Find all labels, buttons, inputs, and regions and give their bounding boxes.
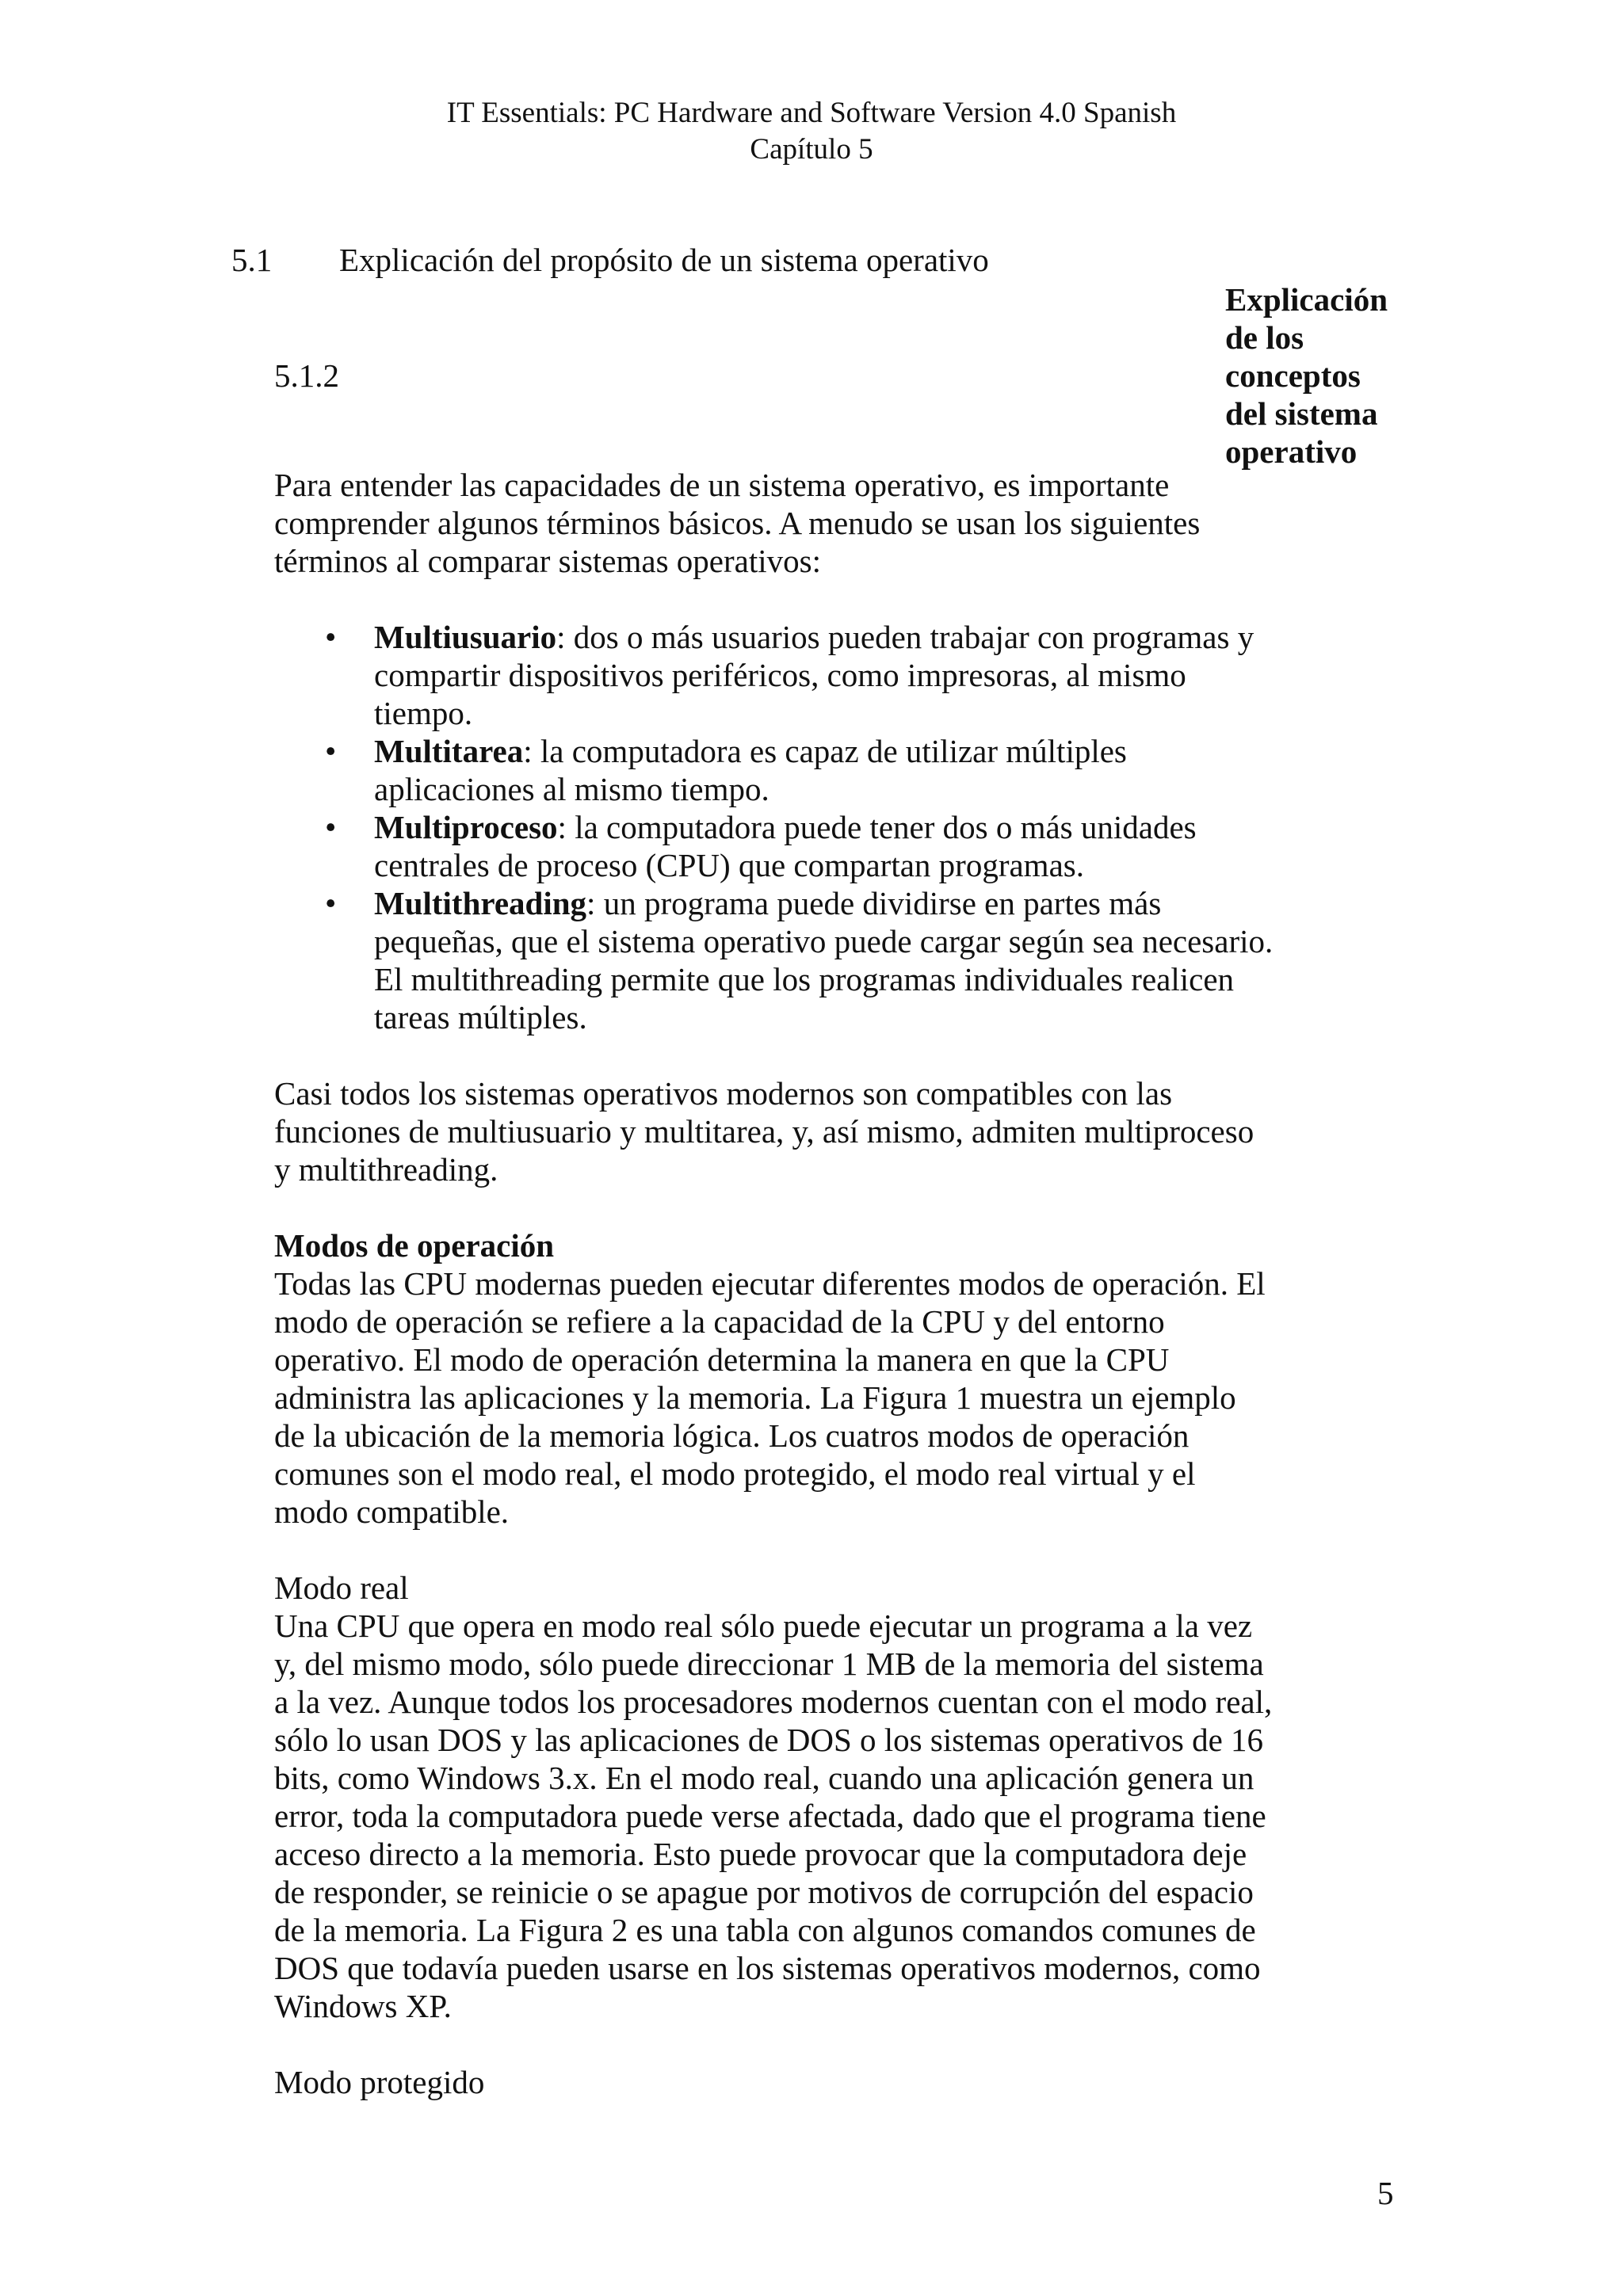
text-line: sólo lo usan DOS y las aplicaciones de DOS o los sistemas operativos de 16 <box>274 1722 1264 1758</box>
text-line: : la computadora es capaz de utilizar múltiples <box>523 733 1127 769</box>
bullet: • <box>325 809 337 845</box>
text-line: acceso directo a la memoria. Esto puede provocar que la computadora deje <box>274 1836 1247 1872</box>
text-line: Una CPU que opera en modo real sólo puede ejecutar un programa a la vez <box>274 1608 1253 1644</box>
text-line: pequeñas, que el sistema operativo puede cargar según sea necesario. <box>374 923 1274 959</box>
real-mode-section <box>274 1569 1304 2025</box>
list-item <box>274 732 1304 808</box>
side-heading-line: operativo <box>1225 433 1358 470</box>
text-line: Casi todos los sistemas operativos modernos son compatibles con las <box>274 1075 1173 1112</box>
modes-heading: Modos de operación <box>274 1227 555 1264</box>
summary-paragraph <box>274 1074 1304 1188</box>
side-heading-line: de los <box>1225 319 1304 356</box>
running-header-chapter: Capítulo 5 <box>750 133 873 166</box>
side-heading-line: Explicación <box>1225 281 1388 318</box>
text-line: El multithreading permite que los programas individuales realicen <box>374 961 1235 997</box>
side-heading <box>1225 280 1415 471</box>
term-label: Multiproceso <box>374 809 558 845</box>
bullet: • <box>325 733 337 769</box>
term-label: Multiusuario <box>374 619 557 655</box>
list-item <box>274 618 1304 732</box>
text-line: bits, como Windows 3.x. En el modo real, cuando una aplicación genera un <box>274 1760 1254 1796</box>
body-text <box>274 466 1304 2101</box>
text-line: modo de operación se refiere a la capacidad de la CPU y del entorno <box>274 1303 1165 1340</box>
text-line: error, toda la computadora puede verse afectada, dado que el programa tiene <box>274 1798 1266 1834</box>
list-item <box>274 884 1304 1036</box>
side-heading-line: del sistema <box>1225 395 1378 432</box>
text-line: de la memoria. La Figura 2 es una tabla con algunos comandos comunes de <box>274 1912 1256 1948</box>
bullet: • <box>325 885 337 921</box>
text-line: de la ubicación de la memoria lógica. Los cuatros modos de operación <box>274 1417 1190 1454</box>
side-heading-line: conceptos <box>1225 357 1361 394</box>
real-mode-heading: Modo real <box>274 1569 409 1606</box>
text-line: funciones de multiusuario y multitarea, y, así mismo, admiten multiproceso <box>274 1113 1254 1150</box>
protected-mode-heading: Modo protegido <box>274 2064 485 2100</box>
text-line: tiempo. <box>374 695 473 731</box>
text-line: de responder, se reinicie o se apague por motivos de corrupción del espacio <box>274 1874 1254 1910</box>
text-line: : un programa puede dividirse en partes más <box>586 885 1162 921</box>
text-line: compartir dispositivos periféricos, como impresoras, al mismo <box>374 657 1186 693</box>
text-line: DOS que todavía pueden usarse en los sistemas operativos modernos, como <box>274 1950 1261 1986</box>
text-line: Todas las CPU modernas pueden ejecutar diferentes modos de operación. El <box>274 1265 1266 1302</box>
terms-list <box>274 618 1304 1036</box>
text-line: y multithreading. <box>274 1151 498 1188</box>
text-line: centrales de proceso (CPU) que compartan programas. <box>374 847 1084 883</box>
section-title: Explicación del propósito de un sistema operativo <box>339 242 989 278</box>
list-item <box>274 808 1304 884</box>
page-number: 5 <box>1377 2175 1394 2211</box>
bullet: • <box>325 619 337 655</box>
text-line: administra las aplicaciones y la memoria. La Figura 1 muestra un ejemplo <box>274 1379 1236 1416</box>
text-line: tareas múltiples. <box>374 999 587 1035</box>
text-line: : dos o más usuarios pueden trabajar con programas y <box>556 619 1254 655</box>
text-line: comunes son el modo real, el modo protegido, el modo real virtual y el <box>274 1455 1196 1492</box>
text-line: aplicaciones al mismo tiempo. <box>374 771 769 807</box>
text-line: modo compatible. <box>274 1493 510 1530</box>
text-line: comprender algunos términos básicos. A menudo se usan los siguientes <box>274 505 1201 541</box>
text-line: Windows XP. <box>274 1988 452 2024</box>
text-line: : la computadora puede tener dos o más unidades <box>557 809 1197 845</box>
term-label: Multithreading <box>374 885 587 921</box>
text-line: y, del mismo modo, sólo puede direccionar 1 MB de la memoria del sistema <box>274 1646 1264 1682</box>
section-number: 5.1 <box>231 242 273 278</box>
text-line: operativo. El modo de operación determina la manera en que la CPU <box>274 1341 1170 1378</box>
subsection-number: 5.1.2 <box>274 357 339 394</box>
intro-paragraph <box>274 466 1304 580</box>
text-line: Para entender las capacidades de un sistema operativo, es importante <box>274 467 1170 503</box>
modes-section <box>274 1226 1304 1531</box>
term-label: Multitarea <box>374 733 524 769</box>
text-line: términos al comparar sistemas operativos: <box>274 543 821 579</box>
text-line: a la vez. Aunque todos los procesadores modernos cuentan con el modo real, <box>274 1684 1273 1720</box>
running-header-title: IT Essentials: PC Hardware and Software Version 4.0 Spanish <box>446 97 1177 129</box>
